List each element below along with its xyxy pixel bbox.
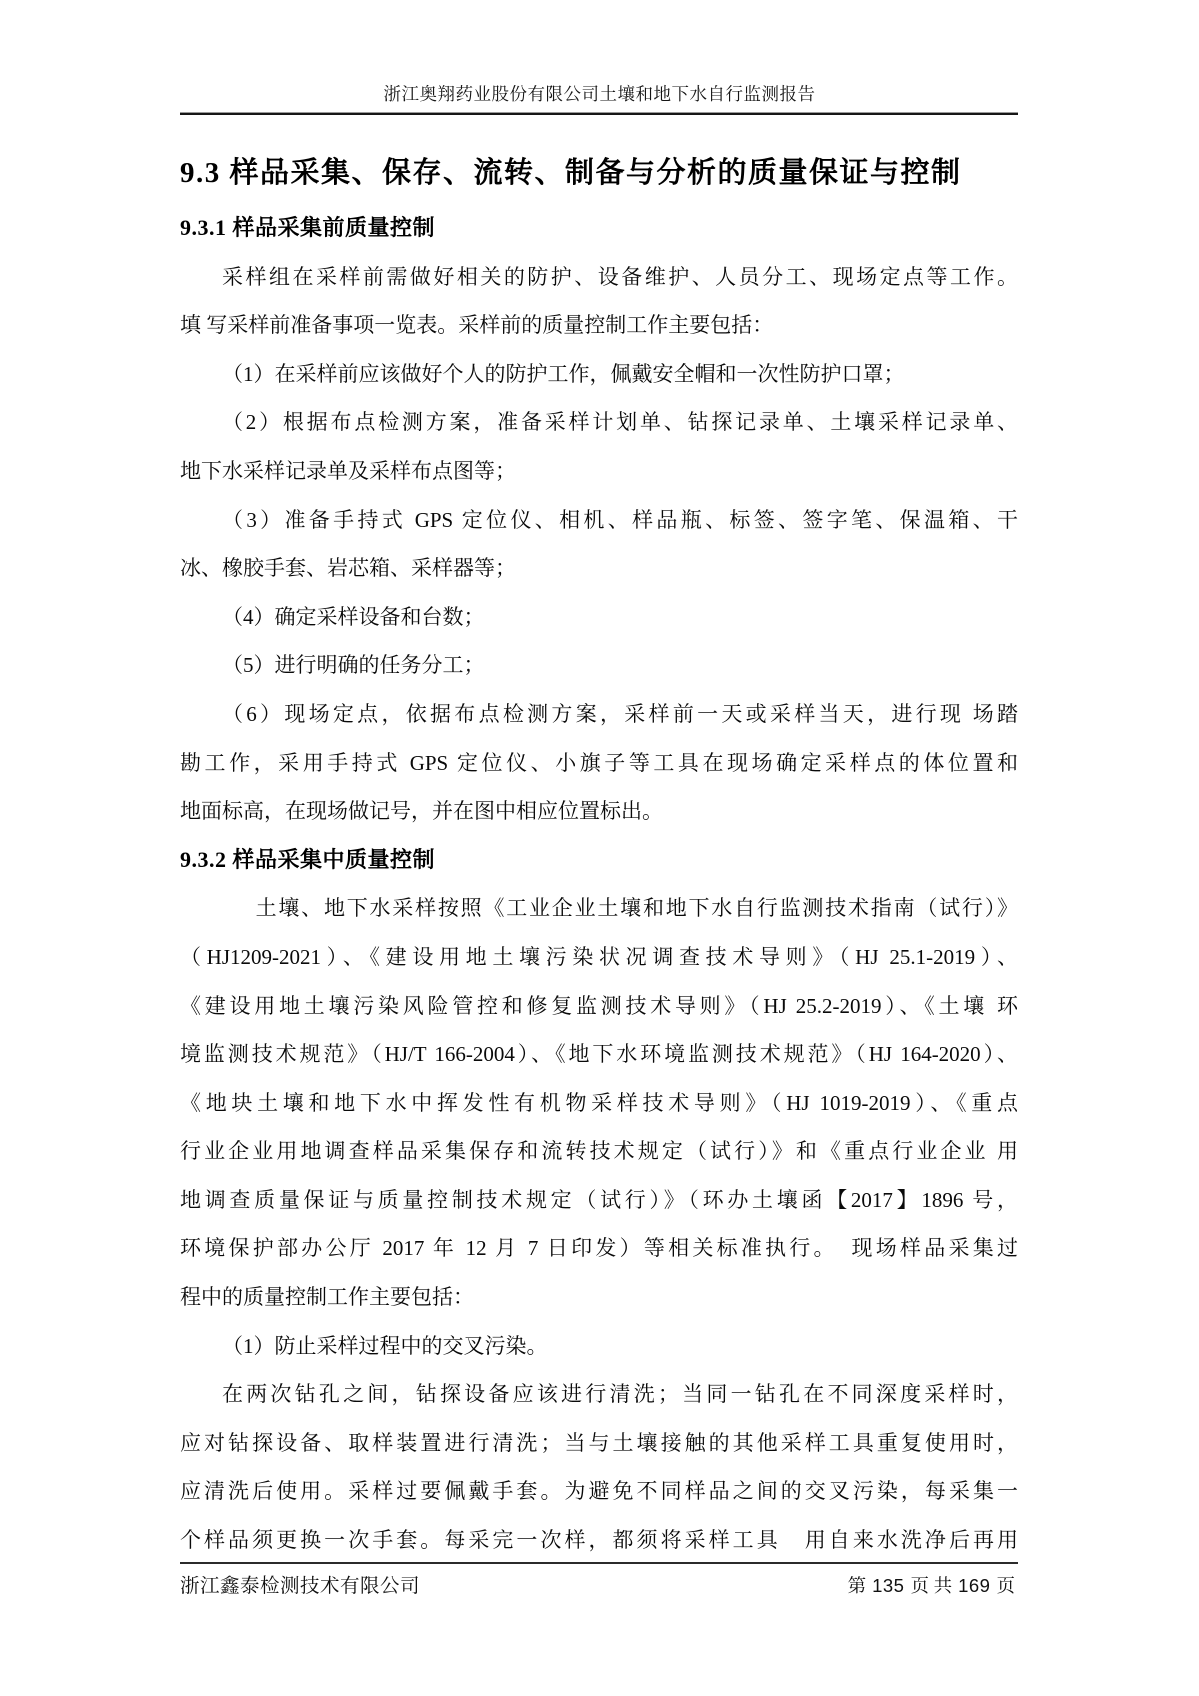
section-title: 9.3 样品采集、保存、流转、制备与分析的质量保证与控制 (180, 157, 962, 189)
text-line: 应对钻探设备、取样装置进行清洗；当与土壤接触的其他采样工具重复使用时， (180, 1430, 1018, 1455)
text-line: 环境保护部办公厅 2017 年 12 月 7 日印发）等相关标准执行。 现场样品采集过 (180, 1236, 1018, 1261)
page-label-middle: 页 共 (910, 1577, 953, 1597)
current-page-number: 135 (872, 1575, 905, 1596)
text-line: 地下水采样记录单及采样布点图等； (180, 458, 516, 483)
text-line: （HJ1209-2021）、《建设用地土壤污染状况调查技术导则》（HJ 25.1-2019）、 (180, 944, 1018, 969)
page-label-prefix: 第 (847, 1577, 867, 1597)
subsection-heading: 9.3.1 样品采集前质量控制 (180, 215, 436, 240)
text-line: 地调查质量保证与质量控制技术规定（试行）》（环办土壤函【2017】1896 号， (180, 1187, 1018, 1212)
footer-row (180, 1564, 1018, 1598)
text-line: （2）根据布点检测方案，准备采样计划单、钻探记录单、土壤采样记录单、 (222, 410, 1018, 435)
page-footer (180, 1562, 1018, 1598)
text-line: 行业企业用地调查样品采集保存和流转技术规定（试行）》和《重点行业企业 用 (180, 1139, 1018, 1164)
text-line: （5）进行明确的任务分工； (222, 653, 485, 678)
text-line: 《建设用地土壤污染风险管控和修复监测技术导则》（HJ 25.2-2019）、《土壤 环 (180, 993, 1018, 1018)
text-line: 勘工作，采用手持式 GPS 定位仪、小旗子等工具在现场确定采样点的体位置和 (180, 750, 1018, 775)
text-line: 土壤、地下水采样按照《工业企业土壤和地下水自行监测技术指南（试行）》 (255, 896, 1018, 921)
text-line: 在两次钻孔之间，钻探设备应该进行清洗；当同一钻孔在不同深度采样时， (222, 1382, 1018, 1407)
text-line: 《地块土壤和地下水中挥发性有机物采样技术导则》（HJ 1019-2019）、《重点 (180, 1090, 1018, 1115)
document-body (180, 142, 1018, 1565)
text-line: （1）在采样前应该做好个人的防护工作，佩戴安全帽和一次性防护口罩； (222, 361, 905, 386)
text-line: （3）准备手持式 GPS 定位仪、相机、样品瓶、标签、签字笔、保温箱、干 (222, 507, 1018, 532)
subsection-heading: 9.3.2 样品采集中质量控制 (180, 846, 436, 872)
text-line: 填 写采样前准备事项一览表。采样前的质量控制工作主要包括： (180, 313, 774, 338)
text-blocks (180, 204, 1018, 1565)
text-line: 个样品须更换一次手套。每采完一次样，都须将采样工具 用自来水洗净后再用 (180, 1528, 1018, 1553)
header-title: 浙江奥翔药业股份有限公司土壤和地下水自行监测报告 (383, 84, 816, 104)
text-line: （1）防止采样过程中的交叉污染。 (222, 1333, 548, 1358)
page-label-suffix: 页 (996, 1577, 1015, 1597)
text-line: （4）确定采样设备和台数； (222, 604, 485, 629)
page-header (0, 0, 1199, 115)
text-line: 采样组在采样前需做好相关的防护、设备维护、人员分工、现场定点等工作。 (222, 264, 1018, 289)
text-line: 地面标高，在现场做记号，并在图中相应位置标出。 (180, 799, 663, 824)
total-page-count: 169 (958, 1575, 991, 1596)
footer-page-indicator (845, 1572, 1018, 1598)
text-line: （6）现场定点，依据布点检测方案，采样前一天或采样当天，进行现 场踏 (222, 701, 1018, 726)
text-line: 应清洗后使用。采样过要佩戴手套。为避免不同样品之间的交叉污染，每采集一 (180, 1479, 1018, 1504)
text-line: 程中的质量控制工作主要包括： (180, 1285, 474, 1310)
footer-company: 浙江鑫泰检测技术有限公司 (180, 1576, 421, 1597)
text-line: 境监测技术规范》（HJ/T 166-2004）、《地下水环境监测技术规范》（HJ 164-2020）、 (180, 1042, 1018, 1067)
text-line: 冰、橡胶手套、岩芯箱、采样器等； (180, 556, 516, 581)
header-rule (180, 112, 1018, 115)
